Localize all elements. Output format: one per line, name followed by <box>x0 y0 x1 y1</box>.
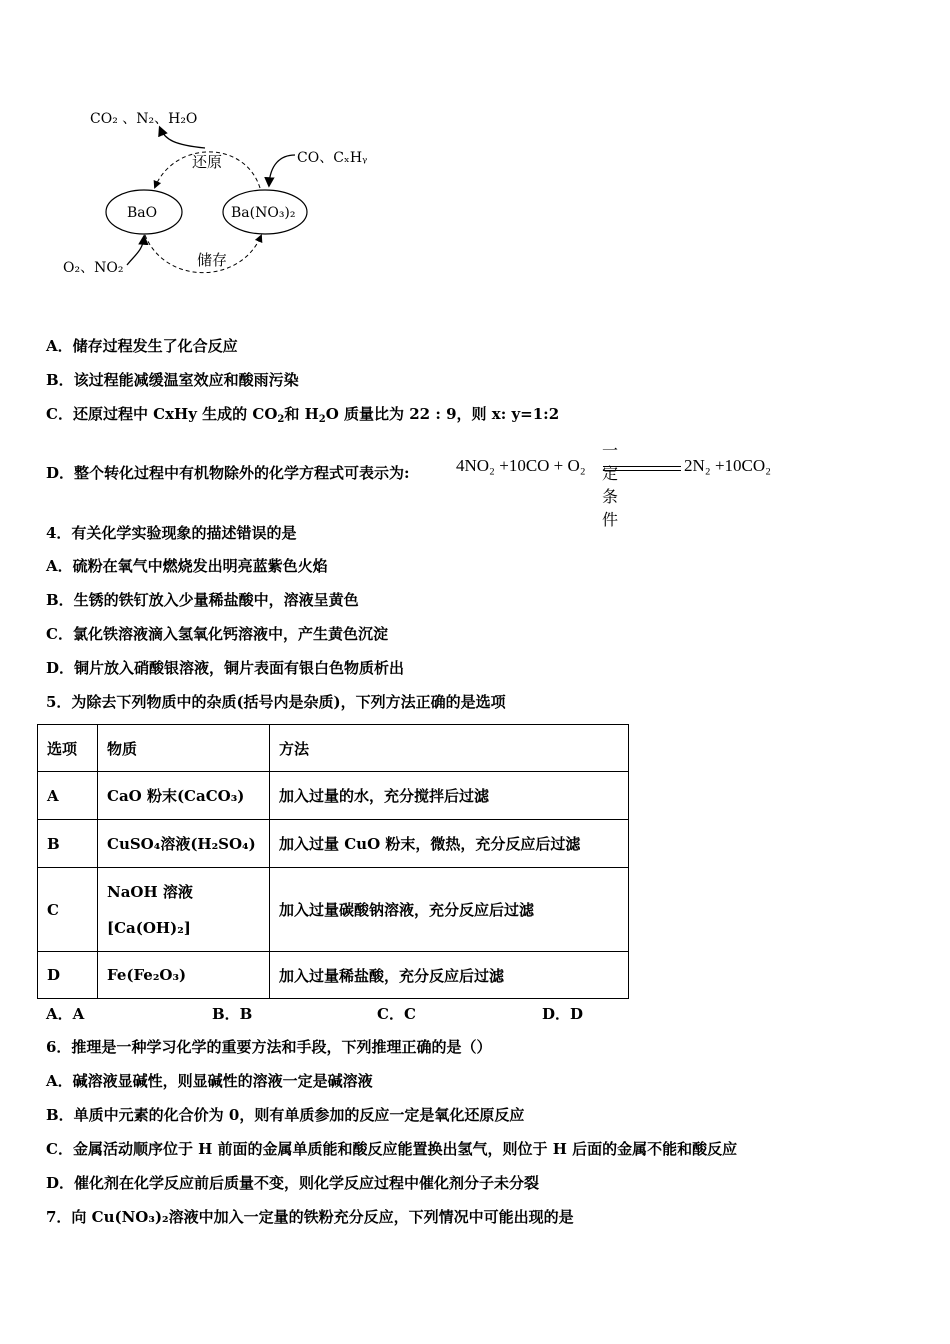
q6-option-a: A．碱溶液显碱性，则显碱性的溶液一定是碱溶液 <box>46 1072 373 1090</box>
reduce-label: 还原 <box>192 153 223 171</box>
row-option: D <box>38 952 98 999</box>
row-option: C <box>38 868 98 952</box>
q4-stem: 4．有关化学实验现象的描述错误的是 <box>46 524 297 542</box>
q6-option-c: C．金属活动顺序位于 H 前面的金属单质能和酸反应能置换出氢气，则位于 H 后面的金属不能和酸反应 <box>46 1140 738 1158</box>
row-method: 加入过量碳酸钠溶液，充分反应后过滤 <box>270 868 629 952</box>
row-substance: CuSO₄溶液(H₂SO₄) <box>98 820 270 868</box>
row-method: 加入过量的水，充分搅拌后过滤 <box>270 772 629 820</box>
q3-c-part3: O 质量比为 22 : 9，则 x: y=1:2 <box>325 405 560 423</box>
row-method: 加入过量 CuO 粉末，微热，充分反应后过滤 <box>270 820 629 868</box>
reducers-label: CO、CₓHᵧ <box>297 150 368 166</box>
table-row <box>38 952 629 999</box>
q6-option-d: D．催化剂在化学反应前后质量不变，则化学反应过程中催化剂分子未分裂 <box>46 1174 540 1192</box>
q4-option-c: C．氯化铁溶液滴入氢氧化钙溶液中，产生黄色沉淀 <box>46 625 388 643</box>
q5-answer-a: A．A <box>46 1005 85 1023</box>
equation-double-line <box>603 466 681 471</box>
q5-table <box>37 724 629 999</box>
row-option: B <box>38 820 98 868</box>
ba-nitrate-label: Ba(NO₃)₂ <box>231 205 296 221</box>
row-substance: CaO 粉末(CaCO₃) <box>98 772 270 820</box>
q6-stem: 6．推理是一种学习化学的重要方法和手段，下列推理正确的是（） <box>46 1038 492 1056</box>
q5-answer-b: B．B <box>212 1005 253 1023</box>
store-label: 储存 <box>197 251 228 269</box>
q4-option-d: D．铜片放入硝酸银溶液，铜片表面有银白色物质析出 <box>46 659 405 677</box>
q5-answer-c: C．C <box>377 1005 416 1023</box>
substance-line2: [Ca(OH)₂] <box>107 918 191 937</box>
q4-option-b: B．生锈的铁钉放入少量稀盐酸中，溶液呈黄色 <box>46 591 359 609</box>
top-products-label: CO₂ 、N₂、H₂O <box>90 111 198 127</box>
substance-line1: NaOH 溶液 <box>107 882 193 901</box>
q6-option-b: B．单质中元素的化合价为 0，则有单质参加的反应一定是氧化还原反应 <box>46 1106 525 1124</box>
q3-c-part1: C．还原过程中 CxHy 生成的 CO <box>46 405 278 423</box>
inputs-arrow <box>127 237 144 265</box>
q4-option-a: A．硫粉在氧气中燃烧发出明亮蓝紫色火焰 <box>46 557 328 575</box>
equation-right: 2N₂ +10CO₂ <box>684 456 772 475</box>
table-row <box>38 772 629 820</box>
q7-stem: 7．向 Cu(NO₃)₂溶液中加入一定量的铁粉充分反应，下列情况中可能出现的是 <box>46 1208 574 1226</box>
q3-option-a: A．储存过程发生了化合反应 <box>46 337 238 355</box>
products-arrow <box>160 128 205 148</box>
bao-label: BaO <box>127 205 158 221</box>
inputs-label: O₂、NO₂ <box>63 260 124 276</box>
q5-stem: 5．为除去下列物质中的杂质(括号内是杂质)，下列方法正确的是选项 <box>46 693 506 711</box>
row-substance: Fe(Fe₂O₃) <box>98 952 270 999</box>
header-method: 方法 <box>270 725 629 772</box>
q3-option-b: B．该过程能减缓温室效应和酸雨污染 <box>46 371 299 389</box>
reducers-arrow <box>269 155 295 185</box>
equation-condition: 一定条件 <box>602 441 619 529</box>
q3-option-d: D．整个转化过程中有机物除外的化学方程式可表示为: <box>46 464 410 482</box>
table-row <box>38 868 629 952</box>
nsr-cycle-diagram <box>55 95 395 285</box>
q3-c-part2: 和 H <box>284 405 319 423</box>
header-option: 选项 <box>38 725 98 772</box>
row-substance <box>98 868 270 952</box>
q3-option-c: C．还原过程中 CxHy 生成的 $CO_2$和 $H_2O$ 质量比为 22 : 9，则 x: y=1:2 <box>46 405 560 425</box>
header-substance: 物质 <box>98 725 270 772</box>
equation-left: 4NO₂ +10CO + O₂ <box>456 456 586 475</box>
row-option: A <box>38 772 98 820</box>
table-header-row <box>38 725 629 772</box>
table-row <box>38 820 629 868</box>
row-method: 加入过量稀盐酸，充分反应后过滤 <box>270 952 629 999</box>
q5-answer-d: D．D <box>542 1005 584 1023</box>
